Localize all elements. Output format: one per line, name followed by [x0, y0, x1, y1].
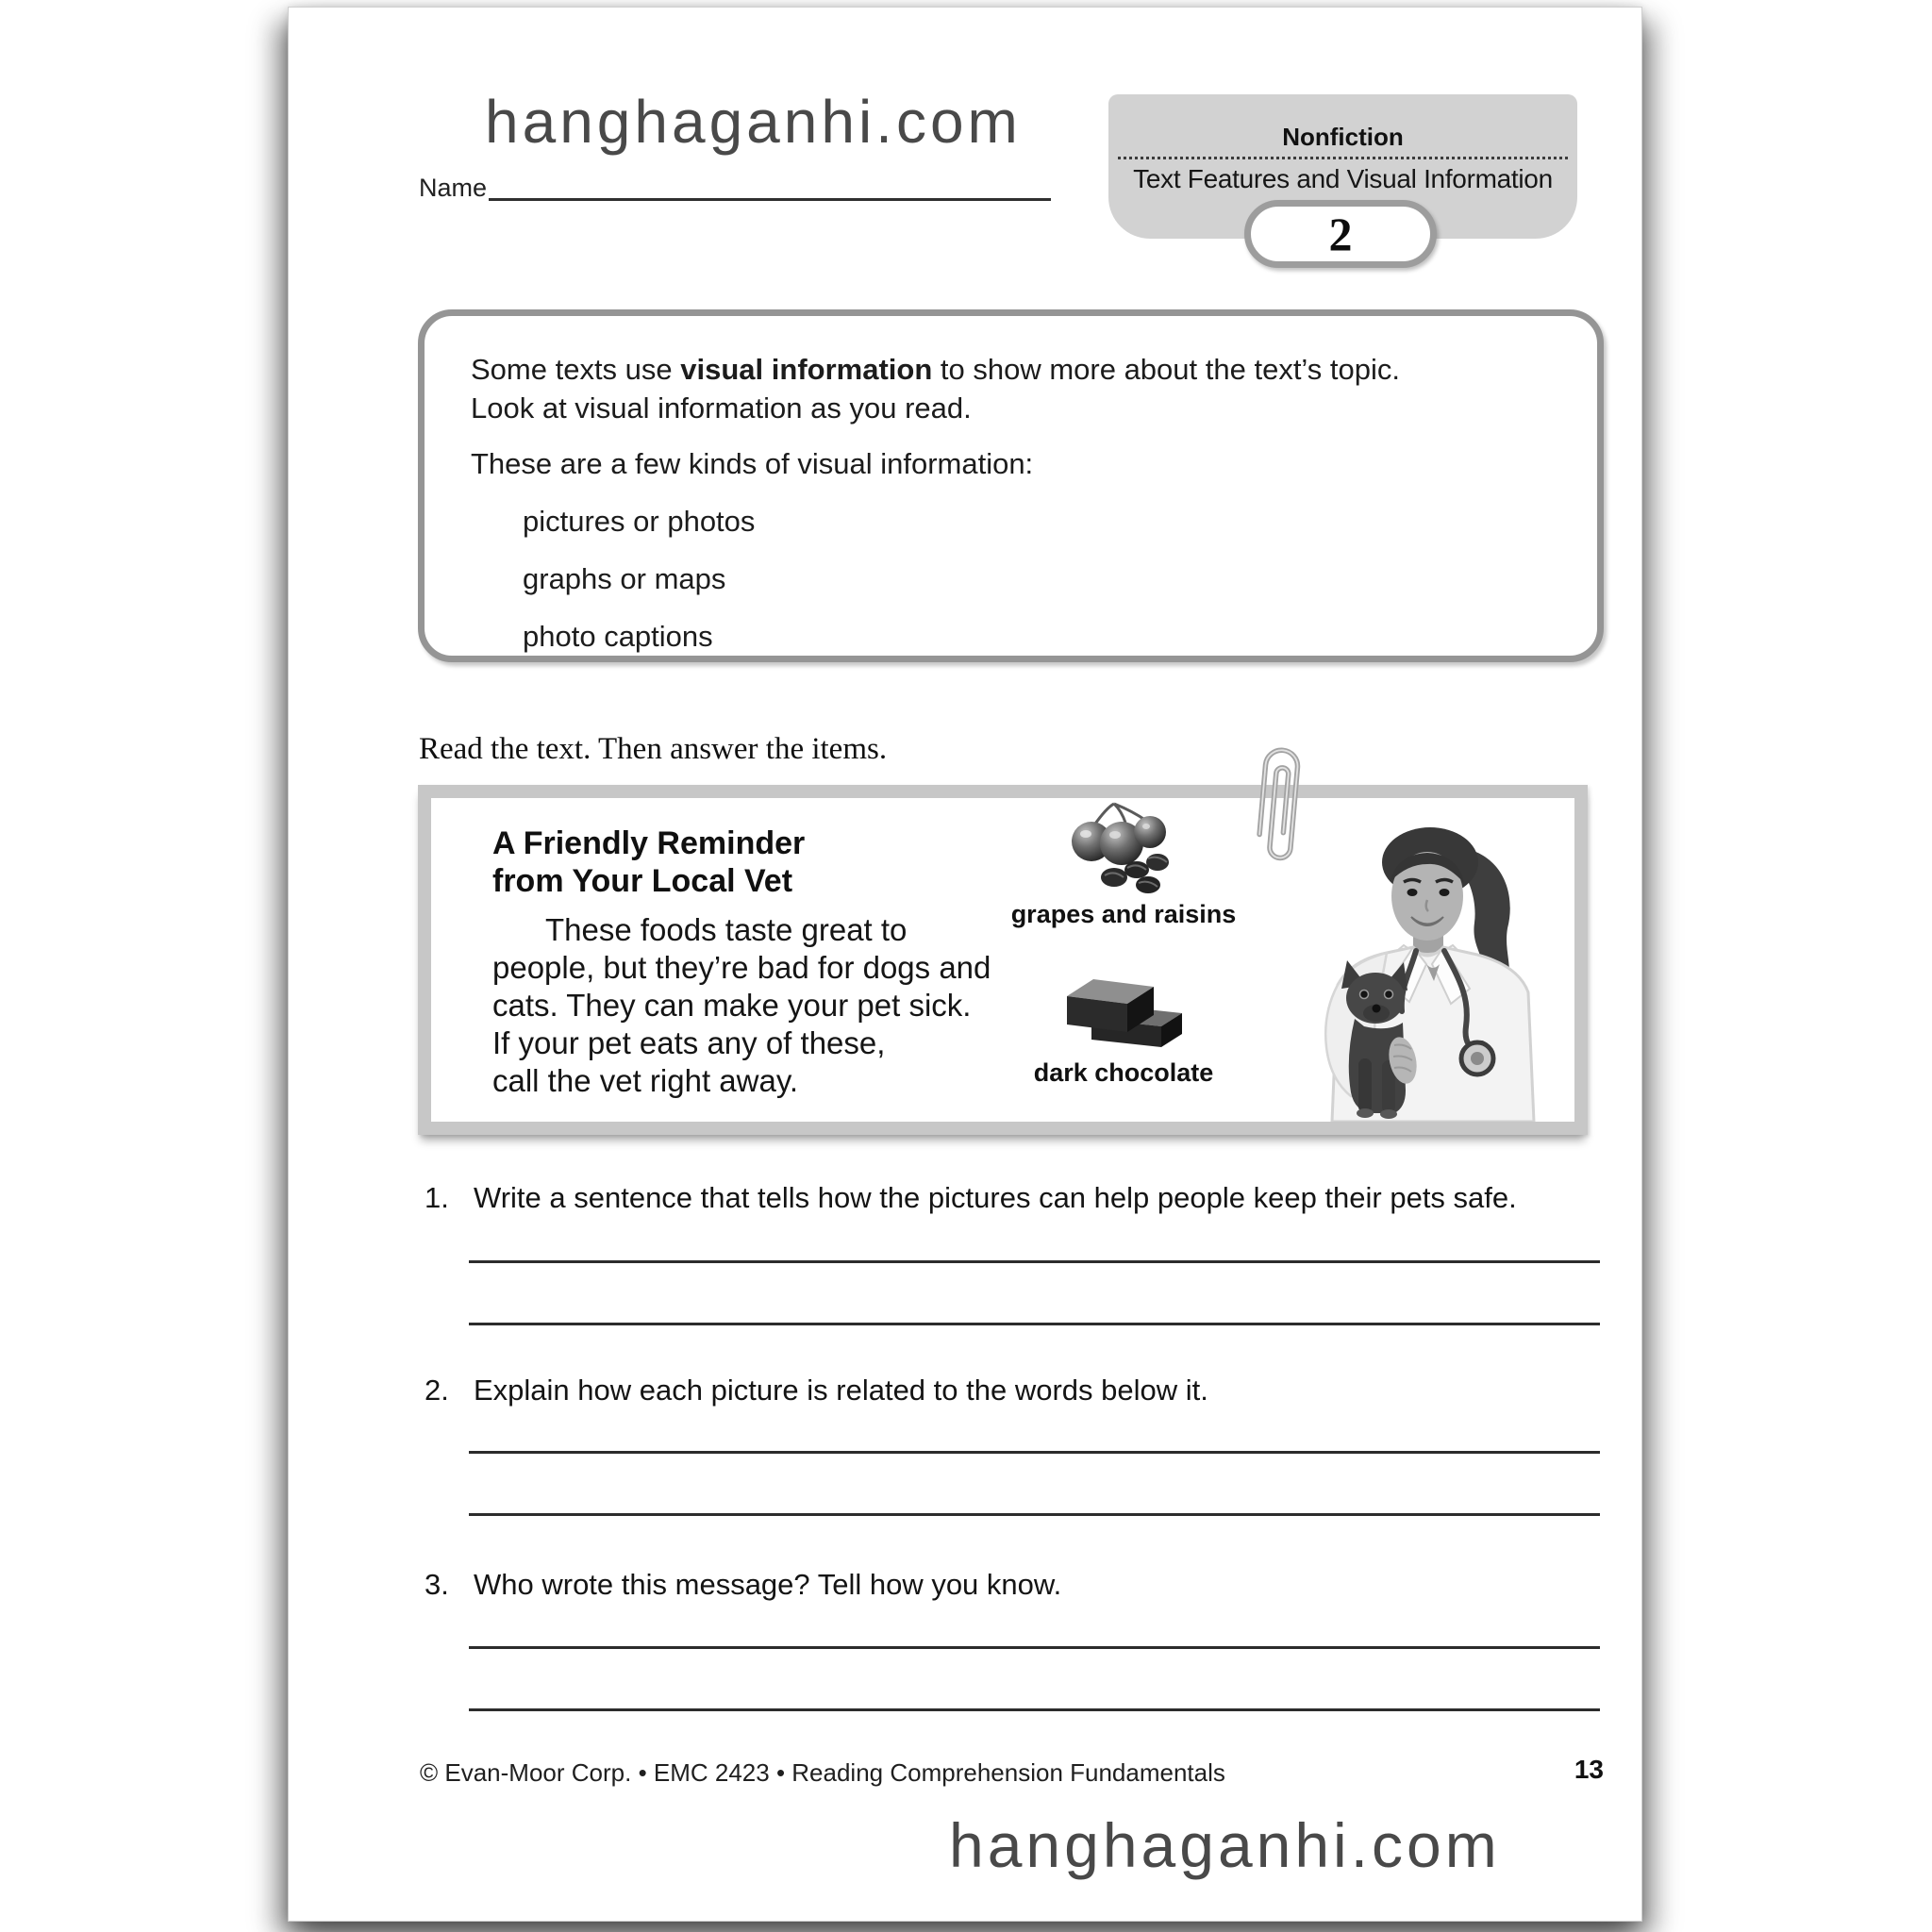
question-1: [425, 1181, 1517, 1215]
question-number: 3.: [425, 1568, 449, 1601]
list-item: graphs or maps: [523, 562, 726, 595]
question-text: Explain how each picture is related to the words below it.: [474, 1374, 1208, 1407]
passage-body: These foods taste great to people, but they’re bad for dogs and cats. They can make your pet sick. If your pet eats any of these, call the vet right away.: [492, 912, 991, 1098]
question-2: [425, 1374, 1208, 1407]
lesson-category: Nonfiction: [1282, 123, 1404, 151]
answer-line[interactable]: [469, 1646, 1600, 1649]
concept-paragraph-1: Some texts use visual information to show more about the text’s topic. Look at visual information as you read.: [471, 353, 1400, 425]
watermark-bottom: hanghaganhi.com: [949, 1810, 1501, 1880]
footer-credit: © Evan-Moor Corp. • EMC 2423 • Reading Comprehension Fundamentals: [420, 1758, 1225, 1787]
list-item: photo captions: [523, 620, 713, 653]
concept-list: [471, 502, 1569, 656]
answer-line[interactable]: [469, 1708, 1600, 1711]
lesson-number: 2: [1328, 208, 1353, 260]
answer-line[interactable]: [469, 1323, 1600, 1325]
question-3: [425, 1568, 1061, 1602]
answer-line[interactable]: [469, 1513, 1600, 1516]
passage-card: [418, 785, 1588, 1135]
concept-paragraph-2: These are a few kinds of visual information:: [471, 447, 1034, 480]
answer-line[interactable]: [469, 1260, 1600, 1263]
directions-text: Read the text. Then answer the items.: [419, 732, 888, 766]
grapes-caption: grapes and raisins: [1010, 900, 1237, 928]
page-number: 13: [1574, 1755, 1604, 1784]
question-text: Write a sentence that tells how the pictures can help people keep their pets safe.: [474, 1181, 1517, 1214]
name-write-line[interactable]: [489, 198, 1051, 201]
passage-title: A Friendly Reminder from Your Local Vet: [492, 825, 806, 899]
bold-term: visual information: [680, 353, 933, 386]
lesson-number-badge: [1244, 200, 1437, 268]
worksheet-page: [289, 8, 1641, 1921]
name-label: Name: [419, 174, 488, 202]
grapes-and-raisins-photo: [1065, 802, 1176, 898]
dotted-divider: [1118, 157, 1568, 159]
question-text: Who wrote this message? Tell how you know.: [474, 1568, 1062, 1601]
question-number: 1.: [425, 1181, 449, 1214]
watermark-top: hanghaganhi.com: [485, 88, 1022, 156]
lesson-title: Text Features and Visual Information: [1133, 164, 1553, 193]
list-item: pictures or photos: [523, 505, 756, 538]
dark-chocolate-photo: [1061, 964, 1190, 1053]
chocolate-caption: dark chocolate: [1033, 1058, 1214, 1087]
veterinarian-holding-puppy-photo: [1283, 811, 1573, 1122]
answer-line[interactable]: [469, 1451, 1600, 1454]
question-number: 2.: [425, 1374, 449, 1407]
concept-box: [418, 309, 1604, 662]
